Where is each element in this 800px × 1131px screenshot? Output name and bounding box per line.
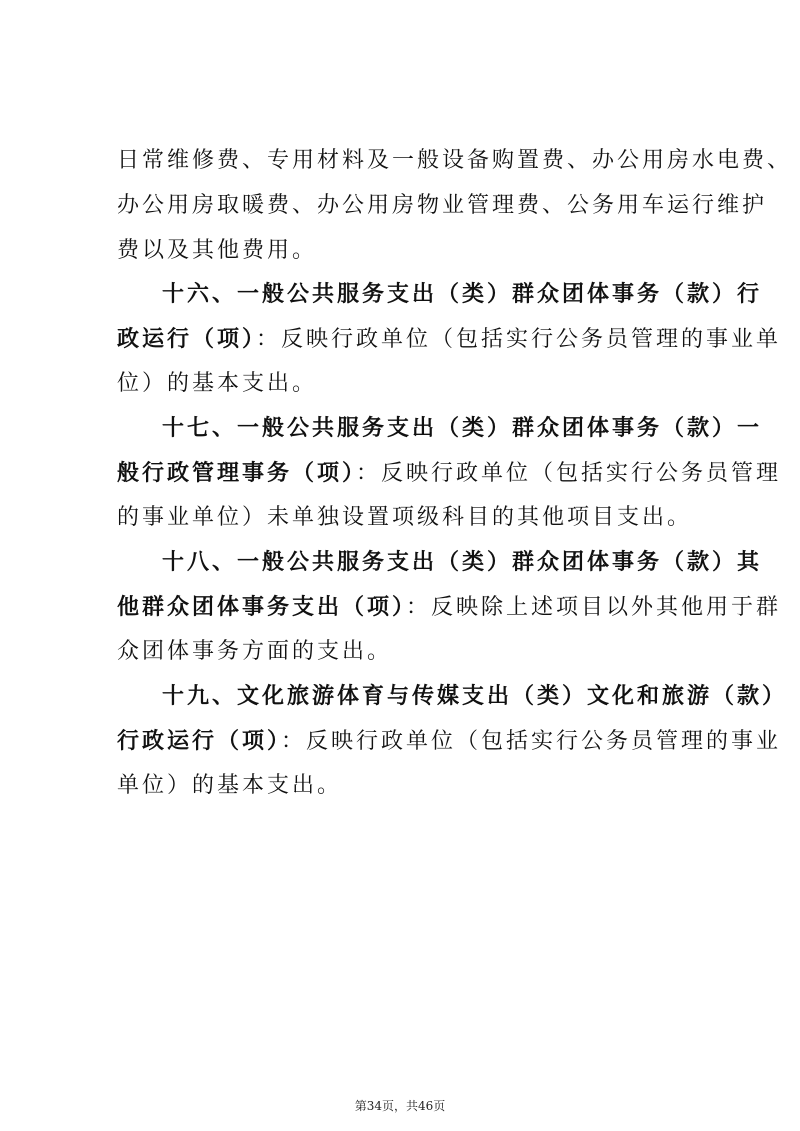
text-line: 的事业单位）未单独设置项级科目的其他项目支出。: [117, 505, 693, 530]
text-fragment: ：反映行政单位（包括实行公务员管理: [356, 461, 782, 486]
text-line: 单位）的基本支出。: [117, 773, 343, 798]
section-heading-17-cont: 般行政管理事务（项）: [117, 461, 357, 486]
section-heading-18: 十八、一般公共服务支出（类）群众团体事务（款）其: [162, 550, 763, 575]
text-line: 众团体事务方面的支出。: [117, 639, 393, 664]
section-heading-19: 十九、文化旅游体育与传媒支出（类）文化和旅游（款）: [162, 684, 788, 709]
section-heading-17: 十七、一般公共服务支出（类）群众团体事务（款）一: [162, 416, 763, 441]
text-line: [117, 461, 782, 486]
text-line: 费以及其他费用。: [117, 238, 318, 263]
text-line: [117, 595, 782, 620]
text-line: [117, 327, 782, 352]
section-heading-16: 十六、一般公共服务支出（类）群众团体事务（款）行: [162, 282, 763, 307]
section-heading-16-cont: 政运行（项）: [117, 327, 257, 352]
text-fragment: ：反映行政单位（包括实行公务员管理的事业: [281, 729, 782, 754]
section-heading-19-cont: 行政运行（项）: [117, 729, 282, 754]
text-fragment: ：反映行政单位（包括实行公务员管理的事业单: [256, 327, 782, 352]
text-line: 办公用房取暖费、办公用房物业管理费、公务用车运行维护: [117, 193, 768, 218]
text-fragment: ：反映除上述项目以外其他用于群: [406, 595, 782, 620]
text-line: 日常维修费、专用材料及一般设备购置费、办公用房水电费、: [117, 148, 793, 173]
text-line: [117, 729, 782, 754]
section-heading-18-cont: 他群众团体事务支出（项）: [117, 595, 407, 620]
page-number-footer: 第34页，共46页: [354, 1099, 446, 1113]
text-line: 位）的基本支出。: [117, 371, 318, 396]
